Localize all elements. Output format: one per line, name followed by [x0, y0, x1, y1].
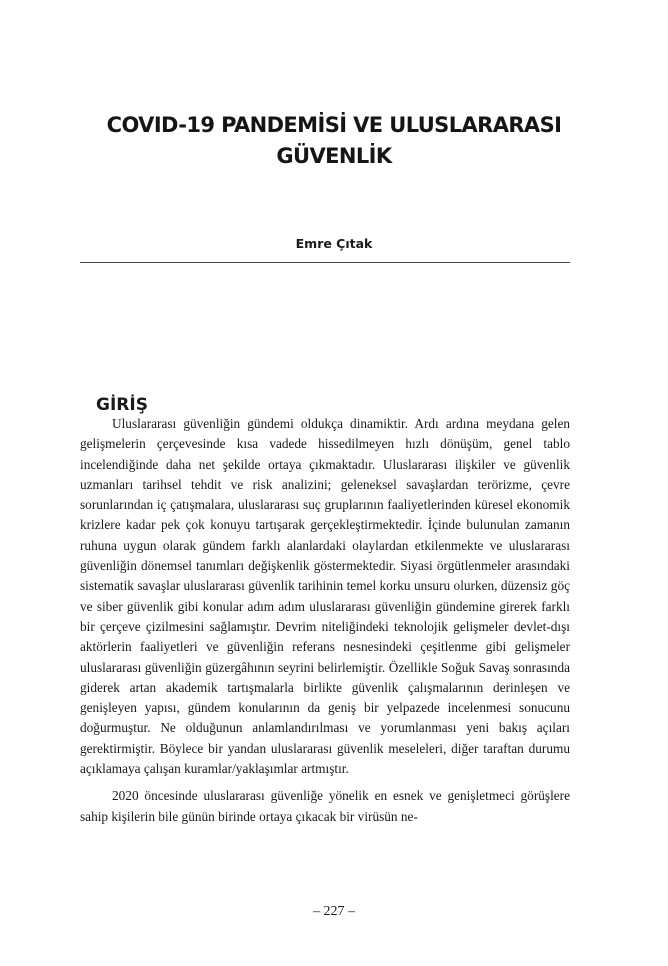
page-title: COVID-19 PANDEMİSİ VE ULUSLARARASI GÜVENLİK: [106, 113, 562, 169]
paragraph: Uluslararası güvenliğin gündemi oldukça dinamiktir. Ardı ardına meydana gelen gelişmelerin çerçevesinde kısa vadede hissedilmeyen hızlı dönüşüm, genel tablo incelendiğinde daha net şekilde ortaya çıkmaktadır. Uluslararası ilişkiler ve güvenlik uzmanları tarihsel tehdit ve risk analizini; geleneksel savaşlardan terörizme, çevre sorunlarından iç çatışmalara, uluslararası suç gruplarının faaliyetlerinden küresel ekonomik krizlere kadar pek çok konuyu tartışarak gerçekleştirmektedir. İçinde bulunulan zamanın ruhuna uygun olarak gündem farklı alanlardaki olaylardan etkilenmekte ve uluslararası güvenliğin dönemsel tanımları değişkenlik göstermektedir. Siyasi örgütlenmeler arasındaki sistematik savaşlar uluslararası güvenlik tarihinin temel korku unsuru olurken, düzensiz göç ve siber güvenlik gibi konular adım adım uluslararası güvenliğin gündemine girerek farklı bir çerçeve çizilmesini sağlamıştır. Devrim niteliğindeki teknolojik gelişmeler devlet-dışı aktörlerin faaliyetleri ve güvenliğin referans nesnesindeki çeşitlenme gibi gelişmeler uluslararası güvenliğin güzergâhının seyrini belirlemiştir. Özellikle Soğuk Savaş sonrasında giderek artan akademik tartışmalarla birlikte güvenlik çalışmalarının derinleşen ve genişleyen yapısı, gündem konularının da geniş bir yelpazede incelenmesi sonucunu doğurmuştur. Ne olduğunun anlamlandırılması ve yorumlanması yeni bakış açıları gerektirmiştir. Böylece bir yandan uluslararası güvenlik meseleleri, diğer taraftan durumu açıklamaya çalışan kuramlar/yaklaşımlar artmıştır.: [80, 416, 570, 777]
paragraph: 2020 öncesinde uluslararası güvenliğe yönelik en esnek ve genişletmeci görüşlere sahip kişilerin bile günün birinde ortaya çıkacak bir virüsün ne-: [80, 788, 570, 824]
page-number: – 227 –: [313, 904, 355, 919]
body-text: [80, 414, 570, 834]
section-heading: GİRİŞ: [96, 395, 148, 416]
title-divider: [80, 262, 570, 263]
author-name: Emre Çıtak: [295, 236, 373, 251]
